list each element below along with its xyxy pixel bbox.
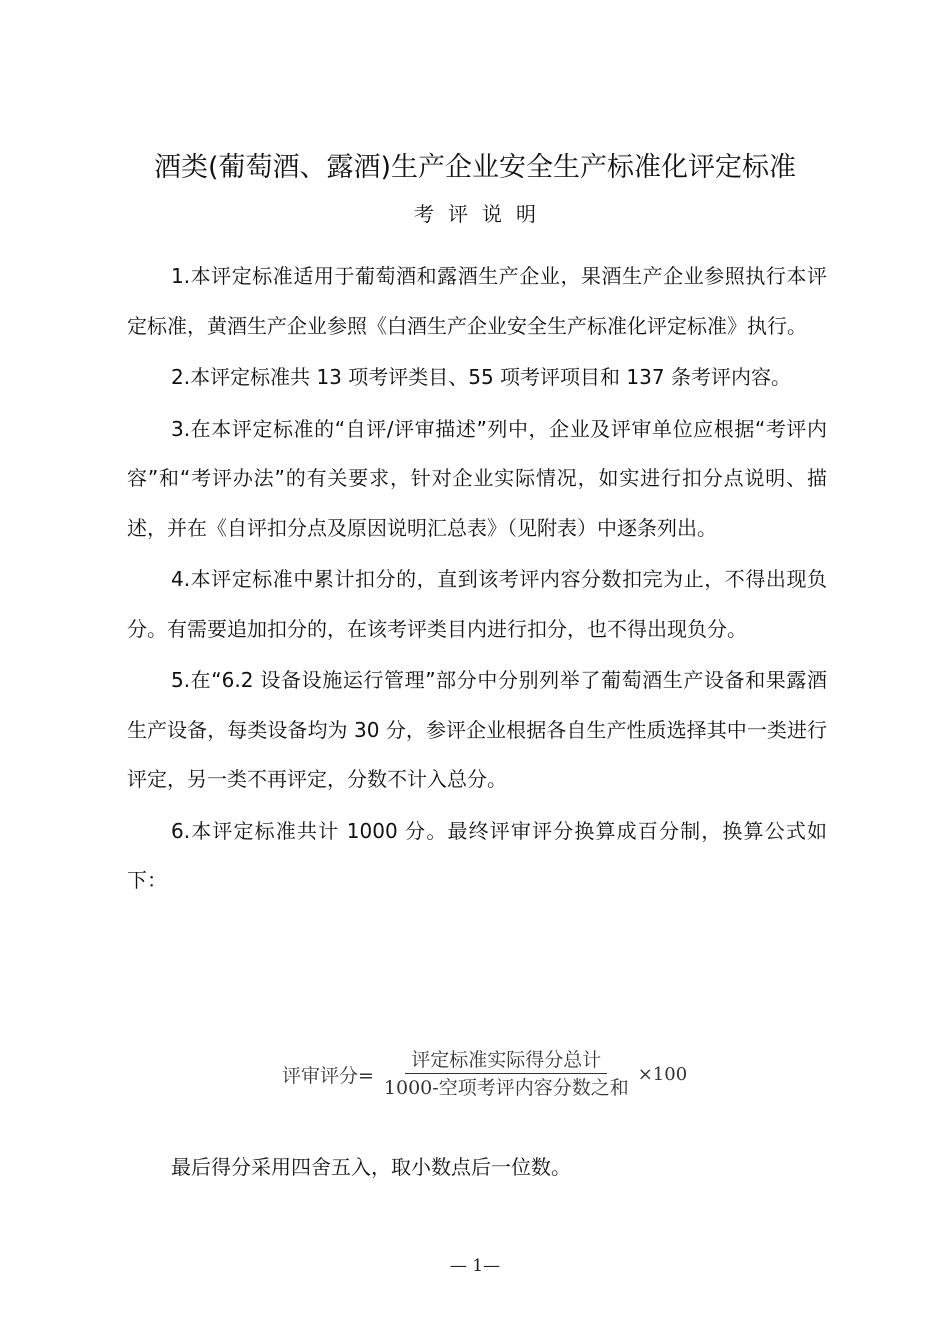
document-subtitle: 考评说明 <box>414 202 550 226</box>
formula-lhs: 评审评分= <box>282 1064 374 1087</box>
paragraph-1: 1.本评定标准适用于葡萄酒和露酒生产企业，果酒生产企业参照执行本评定标准，黄酒生产企业参照《白酒生产企业安全生产标准化评定标准》执行。 <box>127 264 827 338</box>
rounding-note: 最后得分采用四舍五入，取小数点后一位数。 <box>171 1155 571 1179</box>
paragraph-4: 4.本评定标准中累计扣分的，直到该考评内容分数扣完为止，不得出现负分。有需要追加扣分的，在该考评类目内进行扣分，也不得出现负分。 <box>127 567 827 641</box>
paragraph-3: 3.在本评定标准的“自评/评审描述”列中，企业及评审单位应根据“考评内容”和“考评办法”的有关要求，针对企业实际情况，如实进行扣分点说明、描述，并在《自评扣分点及原因说明汇总表》（见附表）中逐条列出。 <box>127 416 827 540</box>
page-number: — 1— <box>449 1256 501 1276</box>
paragraph-6: 6.本评定标准共计 1000 分。最终评审评分换算成百分制，换算公式如下： <box>127 818 827 892</box>
score-formula <box>282 1044 687 1104</box>
document-title: 酒类(葡萄酒、露酒)生产企业安全生产标准化评定标准 <box>153 152 797 183</box>
paragraph-2: 2.本评定标准共 13 项考评类目、55 项考评项目和 137 条考评内容。 <box>171 365 791 389</box>
formula-denominator: 1000-空项考评内容分数之和 <box>383 1076 629 1099</box>
paragraph-5: 5.在“6.2 设备设施运行管理”部分中分别列举了葡萄酒生产设备和果露酒生产设备，每类设备均为 30 分，参评企业根据各自生产性质选择其中一类进行评定，另一类不再评定，分数不计入总分。 <box>127 668 827 791</box>
formula-multiplier: ×100 <box>637 1063 688 1085</box>
document-body <box>127 252 827 908</box>
formula-numerator: 评定标准实际得分总计 <box>405 1047 607 1074</box>
formula-fraction <box>378 1047 635 1102</box>
